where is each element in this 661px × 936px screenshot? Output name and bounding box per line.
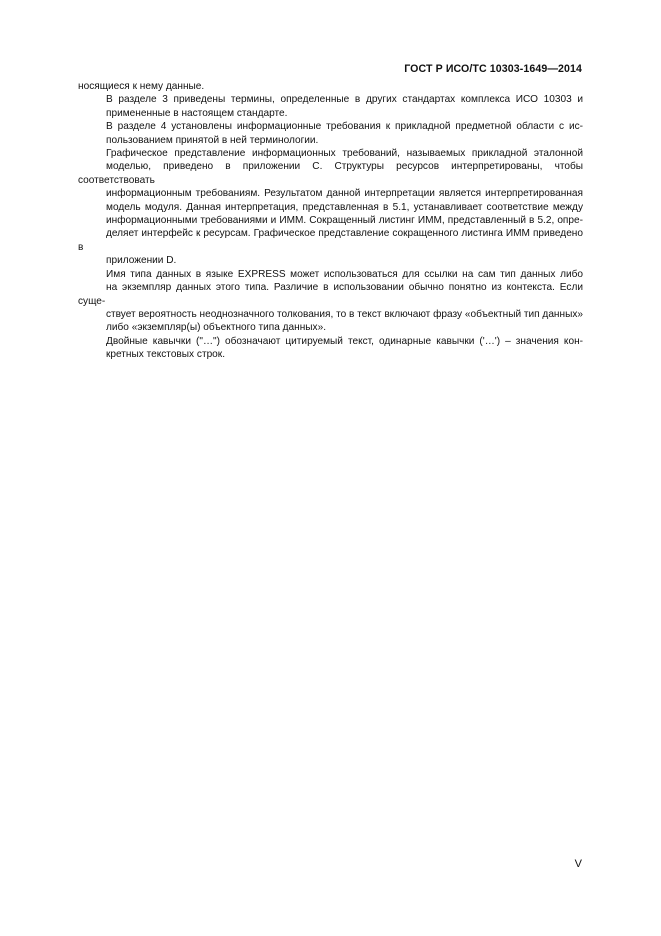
text-line: моделью, приведено в приложении С. Структуры ресурсов интерпретированы, чтобы соответствовать	[78, 161, 583, 186]
text-line: В разделе 3 приведены термины, определенные в других стандартах комплекса ИСО 10303 и	[106, 94, 583, 106]
text-line: кретных текстовых строк.	[106, 349, 226, 361]
body-text	[78, 80, 583, 362]
text-line: Имя типа данных в языке EXPRESS может использоваться для ссылки на сам тип данных либо	[106, 268, 583, 280]
text-line: информационным требованиям. Результатом данной интерпретации является интерпретированная	[106, 188, 583, 200]
paragraph	[78, 335, 583, 362]
text-line: приложении D.	[106, 255, 177, 267]
paragraph	[78, 147, 583, 268]
paragraph	[78, 268, 583, 335]
text-line: информационными требованиями и ИММ. Сокращенный листинг ИММ, представленный в 5.2, опре-	[106, 215, 583, 227]
page-number: V	[574, 858, 582, 870]
text-line: В разделе 4 установлены информационные требования к прикладной предметной области с ис-	[106, 121, 583, 133]
text-line: ствует вероятность неоднозначного толкования, то в текст включают фразу «объектный тип данных»	[106, 308, 583, 320]
text-line: примененные в настоящем стандарте.	[106, 107, 288, 119]
text-line: Двойные кавычки ("…") обозначают цитируемый текст, одинарные кавычки ('…') – значения кон-	[106, 335, 583, 347]
text-line: носящиеся к нему данные.	[78, 81, 205, 92]
paragraph	[78, 120, 583, 147]
text-line: модель модуля. Данная интерпретация, представленная в 5.1, устанавливает соответствие между	[106, 201, 583, 213]
paragraph	[78, 80, 583, 93]
text-line: на экземпляр данных этого типа. Различие в использовании обычно понятно из контекста. Если суще-	[78, 282, 583, 307]
text-line: пользованием принятой в ней терминологии.	[106, 134, 319, 146]
text-line: либо «экземпляр(ы) объектного типа данных».	[106, 322, 327, 334]
document-number-header: ГОСТ Р ИСО/ТС 10303-1649—2014	[404, 63, 582, 75]
text-line: деляет интерфейс к ресурсам. Графическое представление сокращенного листинга ИММ приведено в	[78, 228, 583, 253]
text-line: Графическое представление информационных требований, называемых прикладной эталонной	[106, 148, 583, 160]
paragraph	[78, 93, 583, 120]
